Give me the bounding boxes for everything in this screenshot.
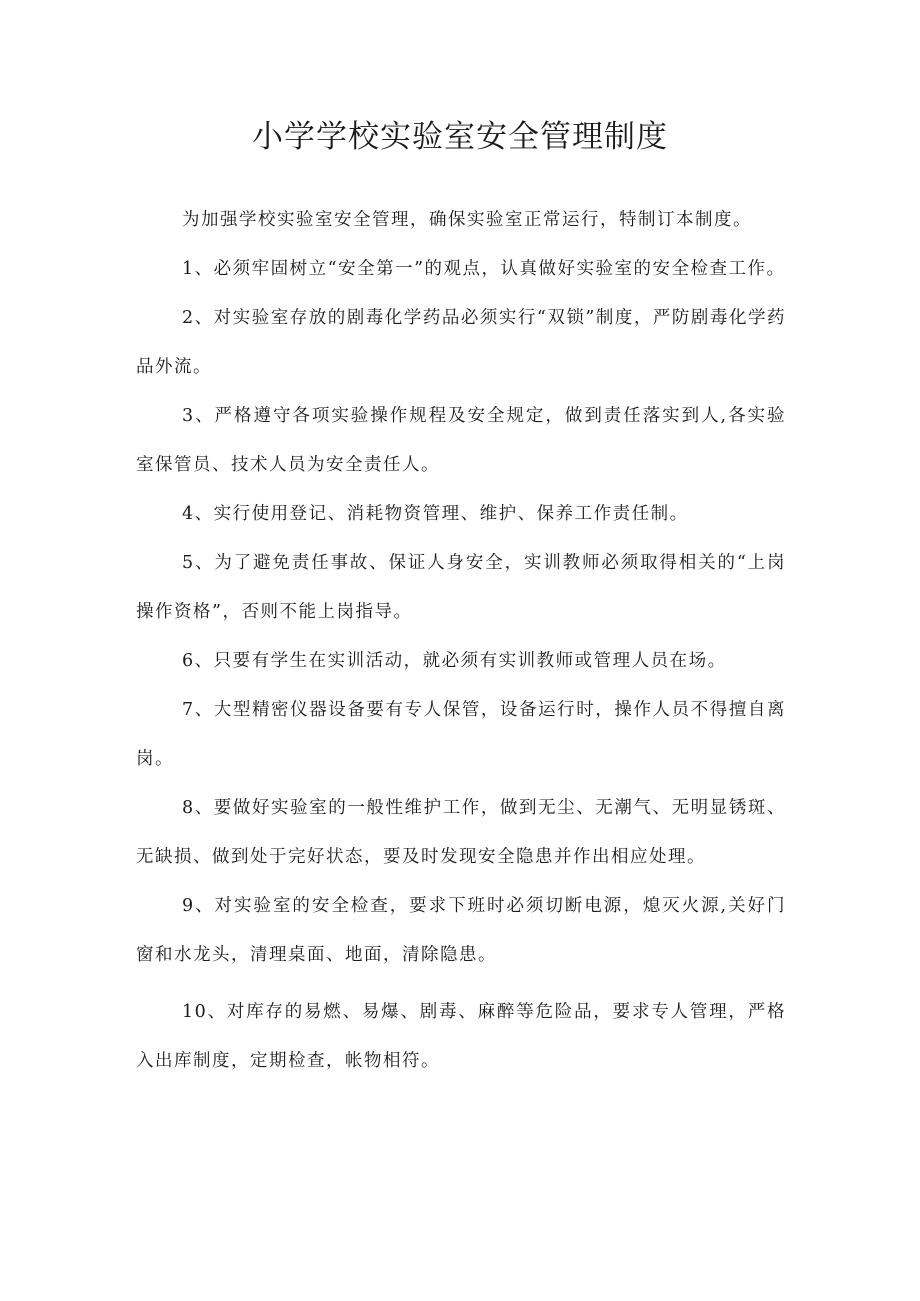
document-body [136,196,786,1086]
rule-paragraph-4: 4、实行使用登记、消耗物资管理、维护、保养工作责任制。 [182,504,689,524]
intro-paragraph: 为加强学校实验室安全管理，确保实验室正常运行，特制订本制度。 [182,210,752,230]
rule-paragraph-10: 10、对库存的易燃、易爆、剧毒、麻醉等危险品，要求专人管理，严格入出库制度，定期检查，帐物相符。 [136,1002,786,1071]
rule-paragraph-6: 6、只要有学生在实训活动，就必须有实训教师或管理人员在场。 [182,651,727,671]
rule-paragraph-1: 1、必须牢固树立“安全第一”的观点，认真做好实验室的安全检查工作。 [182,259,786,279]
rule-paragraph-9: 9、对实验室的安全检查，要求下班时必须切断电源，熄灭火源,关好门窗和水龙头，清理桌面、地面，清除隐患。 [136,896,786,965]
document-title: 小学学校实验室安全管理制度 [252,119,668,155]
rule-paragraph-3: 3、严格遵守各项实验操作规程及安全规定，做到责任落实到人,各实验室保管员、技术人员为安全责任人。 [136,406,786,475]
rule-paragraph-8: 8、要做好实验室的一般性维护工作，做到无尘、无潮气、无明显锈斑、无缺损、做到处于完好状态，要及时发现安全隐患并作出相应处理。 [136,798,786,867]
rule-paragraph-2: 2、对实验室存放的剧毒化学药品必须实行“双锁”制度，严防剧毒化学药品外流。 [136,308,786,377]
rule-paragraph-5: 5、为了避免责任事故、保证人身安全，实训教师必须取得相关的“上岗操作资格”，否则不能上岗指导。 [136,553,786,622]
rule-paragraph-7: 7、大型精密仪器设备要有专人保管，设备运行时，操作人员不得擅自离岗。 [136,700,786,769]
